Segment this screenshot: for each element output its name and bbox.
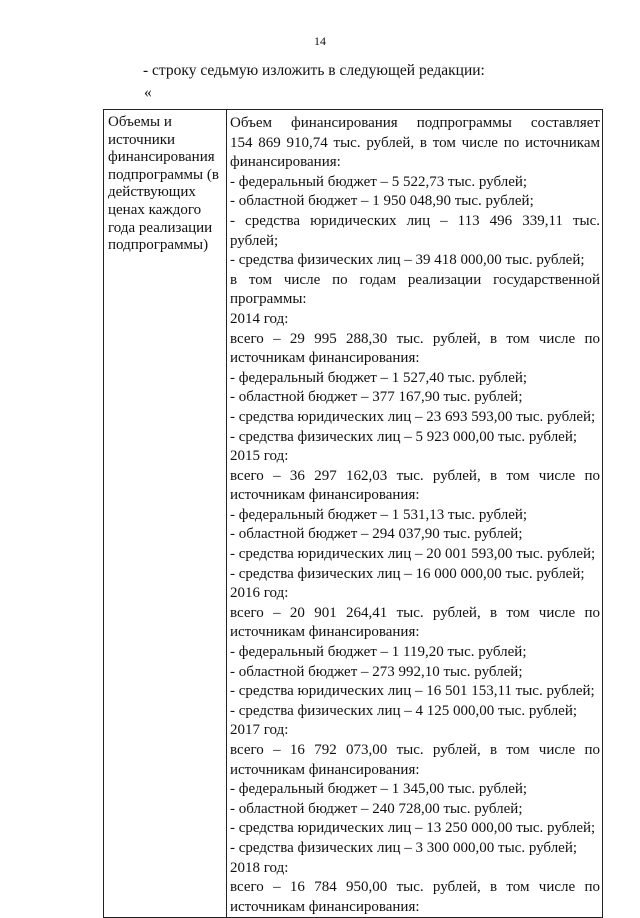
- funding-line: - средства юридических лиц – 13 250 000,00 тыс. рублей;: [230, 820, 596, 837]
- funding-line: - средства физических лиц – 39 418 000,00 тыс. рублей;: [230, 252, 585, 269]
- funding-table: [103, 109, 603, 918]
- year-heading: 2016 год:: [230, 585, 289, 602]
- funding-line: - средства физических лиц – 16 000 000,00 тыс. рублей;: [230, 565, 585, 582]
- row-label-line: финансирования: [108, 149, 215, 166]
- funding-line: всего – 36 297 162,03 тыс. рублей, в том числе по: [230, 467, 600, 484]
- funding-line: всего – 29 995 288,30 тыс. рублей, в том числе по: [230, 330, 600, 347]
- row-label-cell: [104, 110, 227, 918]
- row-label-line: источники: [108, 131, 176, 148]
- funding-line: - федеральный бюджет – 5 522,73 тыс. рублей;: [230, 173, 528, 190]
- funding-line: 154 869 910,74 тыс. рублей, в том числе по источникам: [230, 134, 600, 151]
- funding-line: источникам финансирования:: [230, 898, 420, 915]
- funding-line: источникам финансирования:: [230, 761, 420, 778]
- funding-line: всего – 16 792 073,00 тыс. рублей, в том числе по: [230, 742, 600, 758]
- table-row: [104, 110, 603, 918]
- funding-line: - областной бюджет – 273 992,10 тыс. рублей;: [230, 663, 523, 680]
- funding-line: программы:: [230, 291, 307, 308]
- funding-line: источникам финансирования:: [230, 487, 420, 504]
- funding-line: рублей;: [230, 232, 279, 249]
- funding-line: Объем финансирования подпрограммы составляет: [230, 115, 600, 131]
- funding-line: - федеральный бюджет – 1 345,00 тыс. рублей;: [230, 781, 528, 798]
- funding-line: - средства физических лиц – 4 125 000,00 тыс. рублей;: [230, 702, 578, 719]
- year-heading: 2017 год:: [230, 722, 289, 739]
- row-label-line: Объемы и: [108, 114, 172, 130]
- year-heading: 2015 год:: [230, 448, 289, 465]
- funding-line: финансирования:: [230, 154, 341, 171]
- funding-line: - областной бюджет – 294 037,90 тыс. рублей;: [230, 526, 523, 543]
- year-heading: 2014 год:: [230, 310, 289, 327]
- funding-line: источникам финансирования:: [230, 624, 420, 641]
- funding-line: - средства физических лиц – 3 300 000,00 тыс. рублей;: [230, 839, 578, 856]
- row-label-line: ценах каждого: [108, 201, 202, 218]
- intro-paragraph: - строку седьмую изложить в следующей редакции:: [143, 62, 485, 79]
- funding-line: - средства юридических лиц – 16 501 153,11 тыс. рублей;: [230, 683, 595, 700]
- funding-line: - федеральный бюджет – 1 531,13 тыс. рублей;: [230, 506, 528, 523]
- row-content-cell: [227, 110, 603, 918]
- row-label-line: подпрограммы (в: [108, 166, 219, 183]
- funding-line: - средства юридических лиц – 20 001 593,00 тыс. рублей;: [230, 546, 596, 563]
- funding-line: - средства юридических лиц – 113 496 339,11 тыс.: [230, 212, 600, 229]
- funding-line: - областной бюджет – 1 950 048,90 тыс. рублей;: [230, 193, 534, 210]
- funding-line: - средства юридических лиц – 23 693 593,00 тыс. рублей;: [230, 408, 596, 425]
- funding-line: - областной бюджет – 377 167,90 тыс. рублей;: [230, 389, 523, 406]
- page-number: 14: [314, 34, 326, 48]
- year-heading: 2018 год:: [230, 859, 289, 876]
- funding-line: всего – 16 784 950,00 тыс. рублей, в том числе по: [230, 879, 600, 896]
- row-label-line: года реализации: [108, 219, 213, 236]
- funding-line: - областной бюджет – 240 728,00 тыс. рублей;: [230, 800, 523, 817]
- funding-line: всего – 20 901 264,41 тыс. рублей, в том числе по: [230, 604, 600, 621]
- row-label-line: подпрограммы): [108, 237, 209, 254]
- funding-line: - федеральный бюджет – 1 119,20 тыс. рублей;: [230, 644, 527, 661]
- funding-line: в том числе по годам реализации государственной: [230, 271, 600, 288]
- opening-quote: «: [144, 84, 152, 101]
- row-label-line: действующих: [108, 184, 196, 201]
- funding-line: - федеральный бюджет – 1 527,40 тыс. рублей;: [230, 369, 528, 386]
- funding-line: источникам финансирования:: [230, 350, 420, 367]
- funding-line: - средства физических лиц – 5 923 000,00 тыс. рублей;: [230, 428, 578, 445]
